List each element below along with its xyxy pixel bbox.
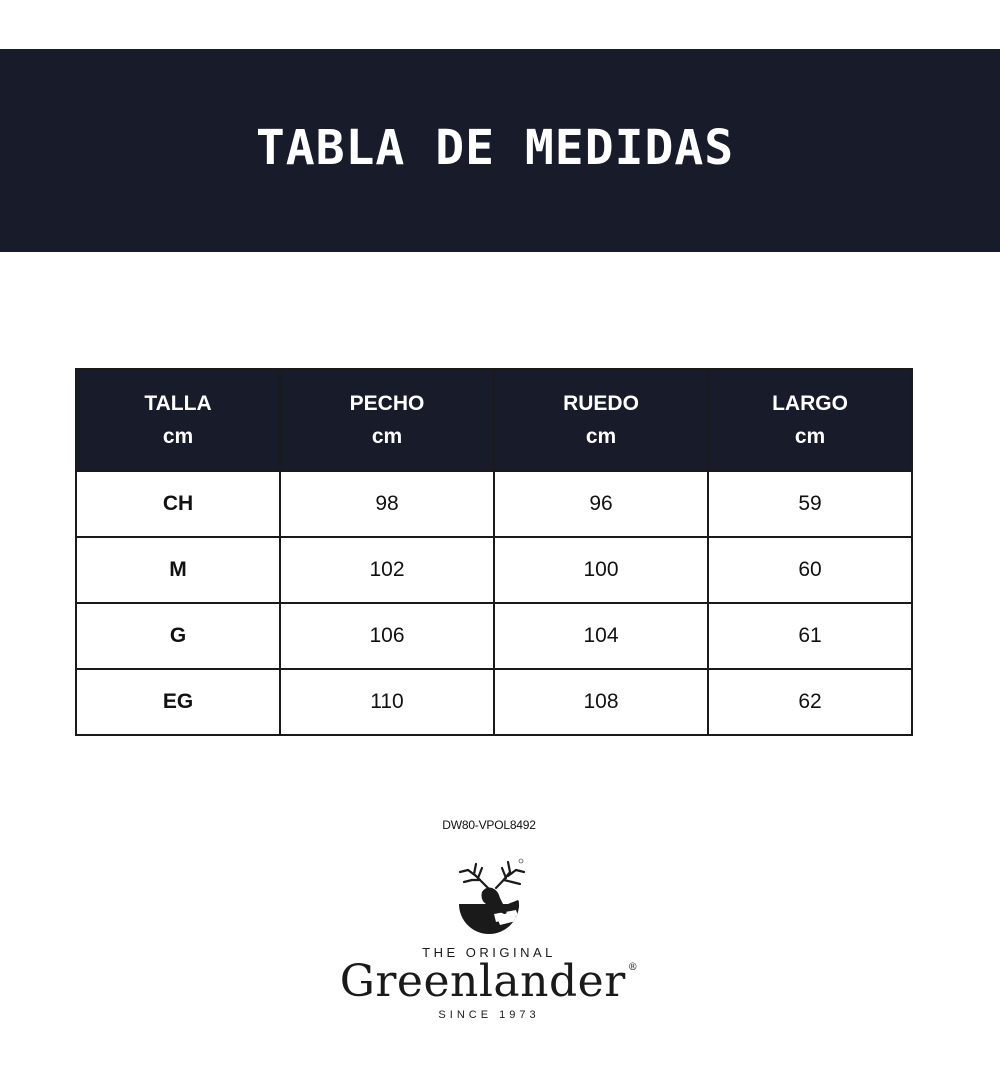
column-header-ruedo	[494, 369, 708, 471]
cell-talla: EG	[76, 669, 280, 735]
cell-talla: M	[76, 537, 280, 603]
brand-tagline: THE ORIGINAL	[422, 945, 556, 960]
product-code: DW80-VPOL8492	[442, 818, 536, 832]
column-header-label: PECHO	[349, 392, 425, 415]
column-header-unit: cm	[371, 425, 403, 448]
cell-largo: 61	[708, 603, 912, 669]
size-table	[75, 368, 913, 736]
column-header-label: LARGO	[772, 392, 848, 415]
column-header-unit: cm	[794, 425, 826, 448]
cell-largo: 62	[708, 669, 912, 735]
column-header-unit: cm	[585, 425, 617, 448]
cell-ruedo: 104	[494, 603, 708, 669]
cell-ruedo: 100	[494, 537, 708, 603]
cell-pecho: 106	[280, 603, 494, 669]
column-header-pecho	[280, 369, 494, 471]
column-header-label: TALLA	[144, 392, 212, 415]
column-header-label: RUEDO	[563, 392, 639, 415]
brand-wordmark: Greenlander	[339, 956, 626, 1007]
cell-talla: CH	[76, 471, 280, 537]
deer-head-emblem-icon	[446, 852, 532, 934]
table-header-row	[76, 369, 912, 471]
cell-largo: 60	[708, 537, 912, 603]
table-row	[76, 669, 912, 735]
cell-pecho: 98	[280, 471, 494, 537]
brand-name	[0, 956, 978, 1007]
brand-since: SINCE 1973	[438, 1009, 540, 1021]
cell-ruedo: 108	[494, 669, 708, 735]
column-header-unit: cm	[162, 425, 194, 448]
table-row	[76, 603, 912, 669]
cell-pecho: 102	[280, 537, 494, 603]
cell-ruedo: 96	[494, 471, 708, 537]
cell-talla: G	[76, 603, 280, 669]
cell-pecho: 110	[280, 669, 494, 735]
cell-largo: 59	[708, 471, 912, 537]
table-row	[76, 537, 912, 603]
title-banner	[0, 49, 1000, 252]
column-header-largo	[708, 369, 912, 471]
page-title: TABLA DE MEDIDAS	[255, 119, 735, 176]
registered-mark: ®	[627, 962, 639, 973]
column-header-talla	[76, 369, 280, 471]
table-row	[76, 471, 912, 537]
